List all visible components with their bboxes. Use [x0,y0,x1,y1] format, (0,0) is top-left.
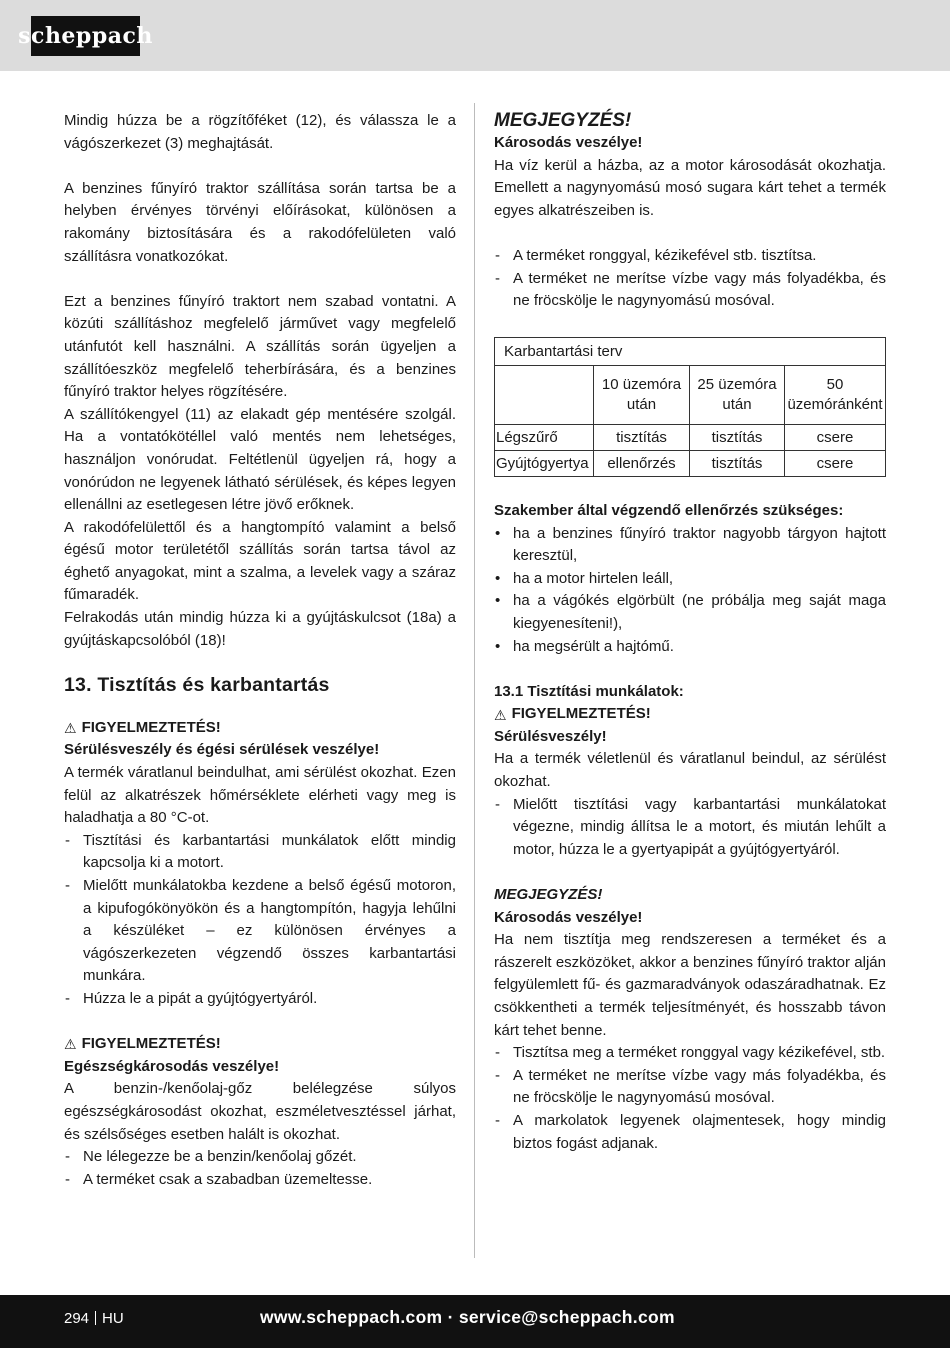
expert-check-title: Szakember által végzendő ellenőrzés szükséges: [494,501,844,519]
warning-label: FIGYELMEZTETÉS! [81,718,221,736]
warning-heading [64,717,456,740]
note-list [494,1042,886,1155]
list-item: - A terméket csak a szabadban üzemeltesse. [64,1169,456,1192]
list-item: - A terméket ne merítse vízbe vagy más folyadékba, és ne fröcskölje le nagynyomású mosóval. [494,268,886,313]
table-cell: tisztítás [690,451,785,477]
warning-triangle-icon: ⚠ [494,706,507,723]
table-row [495,451,886,477]
warning-subtitle: Egészségkárosodás veszélye! [64,1057,280,1075]
table-header-row [495,366,886,425]
list-item: - Tisztítási és karbantartási munkálatok előtt mindig kapcsolja ki a motort. [64,830,456,875]
warning-subtitle: Sérülésveszély és égési sérülések veszélye! [64,741,380,759]
subsection-title: 13.1 Tisztítási munkálatok: [494,682,684,700]
warning-triangle-icon: ⚠ [64,1036,77,1053]
warning-list [64,830,456,1011]
list-item: - Mielőtt munkálatokba kezdene a belső égésű motoron, a kipufogókönyökön és a hangtompítón, hagyja lehűlni a készüléket – ez különösen érvényes a vágószerkezeten végzendő összes karbantartási munkára. [64,875,456,988]
list-item: • ha megsérült a hajtómű. [494,636,886,659]
warning-list [494,794,886,862]
note-subtitle: Károsodás veszélye! [494,134,643,151]
table-cell: tisztítás [594,425,690,451]
page-number [64,1310,124,1327]
scheppach-logo: scheppach [31,16,140,56]
table-row [495,425,886,451]
list-item: - Tisztítsa meg a terméket ronggyal vagy kézikefével, stb. [494,1042,886,1065]
note-title: MEGJEGYZÉS! [494,886,603,904]
maintenance-table [494,337,886,477]
footer-links: www.scheppach.com · service@scheppach.com [260,1307,675,1327]
paragraph-flammables: A rakodófelülettől és a hangtompító valamint a belső égésű motor területétől szállítás során tartsa távol az éghető anyagokat, mint a szalma, a levelek vagy a száraz fűmaradék. [64,518,456,604]
table-cell: csere [785,425,886,451]
expert-check-list [494,523,886,659]
list-item: - Ne lélegezze be a benzin/kenőolaj gőzét. [64,1146,456,1169]
list-item: • ha a benzines fűnyíró traktor nagyobb tárgyon hajtott keresztül, [494,523,886,568]
right-column [494,110,886,1155]
warning-label: FIGYELMEZTETÉS! [81,1035,221,1053]
page-separator [95,1311,96,1325]
paragraph-transport-laws: A benzines fűnyíró traktor szállítása során tartsa be a helyben érvényes törvényi előírásokat, különösen a rakomány biztosítására és a rakodófelületen való szállításra vonatkozókat. [64,179,456,265]
note-text: Ha nem tisztítja meg rendszeresen a terméket és a rászerelt eszközöket, akkor a benzines fűnyíró traktor alján felgyülemlett fű- és gazmaradványok odaszáradhatnak. Ez csökkentheti a termék teljesítményét, és hosszabb távon kárt tehet benne. [494,931,886,1039]
list-item: - A terméket ne merítse vízbe vagy más folyadékba, és ne fröcskölje le nagynyomású mosóval. [494,1065,886,1110]
table-header-cell: 25 üzemóra után [690,366,785,425]
list-item: • ha a vágókés elgörbült (ne próbálja meg saját maga kiegyenesíteni!), [494,590,886,635]
table-header-cell [495,366,594,425]
note-list [494,245,886,313]
column-divider [474,103,475,1258]
table-cell: Légszűrő [495,425,594,451]
note-title: MEGJEGYZÉS! [494,110,632,131]
table-header-cell: 50 üzemóránként [785,366,886,425]
table-cell: ellenőrzés [594,451,690,477]
section-title: 13. Tisztítás és karbantartás [64,674,330,697]
warning-heading [494,703,886,726]
note-text: Ha víz kerül a házba, az a motor károsodását okozhatja. Emellett a nagynyomású mosó sugara kárt tehet a termék egyes alkatrészeiben is. [494,156,886,219]
language-code: HU [102,1310,124,1327]
warning-subtitle: Sérülésveszély! [494,727,607,745]
page-number-value: 294 [64,1310,90,1327]
list-item: - Húzza le a pipát a gyújtógyertyáról. [64,988,456,1011]
paragraph-towing-bracket: A szállítókengyel (11) az elakadt gép mentésére szolgál. Ha a vontatókötéllel való mentés nem lehetséges, használjon vonórudat. Feltétlenül ügyeljen rá, hogy a vonórúdon ne legyenek látható sérülések, és képes legyen ellenállni az esetlegesen létre jövő erőknek. [64,405,456,514]
warning-label: FIGYELMEZTETÉS! [511,705,651,723]
left-column [64,110,456,1191]
table-header-cell: 10 üzemóra után [594,366,690,425]
list-item: - Mielőtt tisztítási vagy karbantartási munkálatokat végezne, mindig állítsa le a motort, és miután lehűlt a motor, húzza le a gyertyapipát a gyújtógyertyáról. [494,794,886,862]
paragraph-ignition-key: Felrakodás után mindig húzza ki a gyújtáskulcsot (18a) a gyújtáskapcsolóból (18)! [64,609,456,649]
note-subtitle: Károsodás veszélye! [494,908,643,926]
table-title: Karbantartási terv [495,338,886,366]
paragraph-handbrake: Mindig húzza be a rögzítőféket (12), és válassza le a vágószerkezet (3) meghajtását. [64,112,456,152]
warning-triangle-icon: ⚠ [64,720,77,737]
warning-text: Ha a termék véletlenül és váratlanul beindul, az sérülést okozhat. [494,750,886,791]
warning-text: A benzin-/kenőolaj-gőz belélegzése súlyos egészségkárosodást okozhat, eszméletvesztéssel járhat, és szélsőséges esetben halált is okozhat. [64,1080,456,1143]
paragraph-no-towing: Ezt a benzines fűnyíró traktort nem szabad vontatni. A közúti szállításhoz megfelelő járművet vagy megfelelő utánfutót kell használni. A szállítás során ügyeljen a szállítóeszköz megfelelő teherbírására, és a benzines fűnyíró traktor helyes rögzítésére. [64,292,456,401]
list-item: - A terméket ronggyal, kézikefével stb. tisztítsa. [494,245,886,268]
table-cell: csere [785,451,886,477]
table-cell: tisztítás [690,425,785,451]
warning-list [64,1146,456,1191]
header-bar [0,0,950,71]
warning-text: A termék váratlanul beindulhat, ami sérülést okozhat. Ezen felül az alkatrészek hőmérséklete elérheti vagy meg is haladhatja a 80 °C-ot. [64,764,456,827]
table-cell: Gyújtógyertya [495,451,594,477]
list-item: • ha a motor hirtelen leáll, [494,568,886,591]
footer-bar [0,1295,950,1348]
warning-heading [64,1033,456,1056]
list-item: - A markolatok legyenek olajmentesek, hogy mindig biztos fogást adjanak. [494,1110,886,1155]
